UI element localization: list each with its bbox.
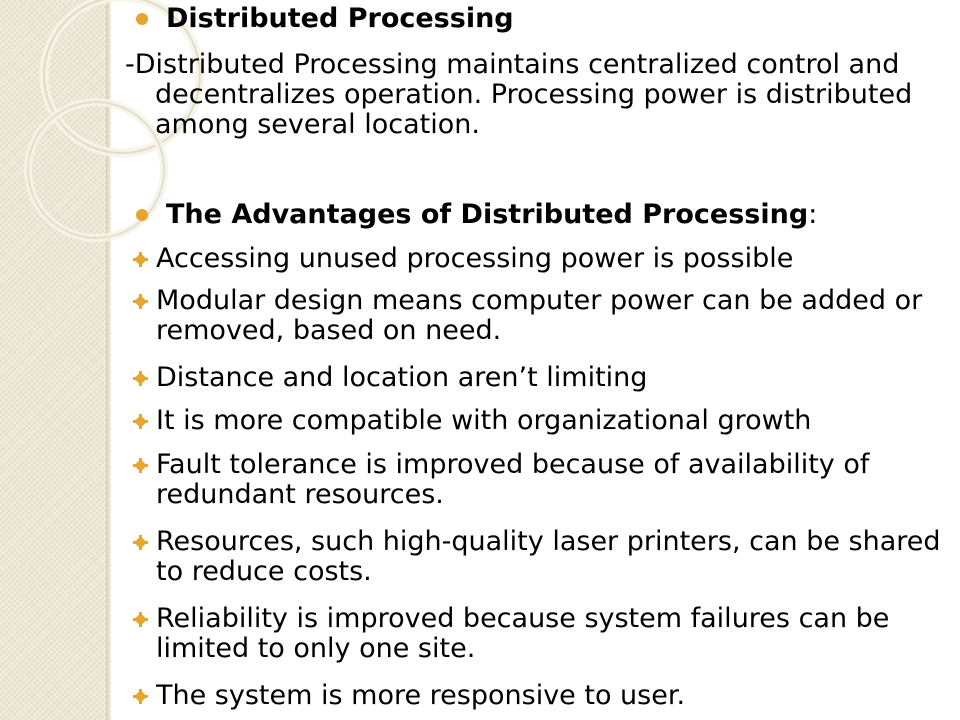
list-item: [128, 604, 948, 664]
bullet-dot-icon: [136, 209, 148, 221]
list-item-text: Fault tolerance is improved because of availability of redundant resources.: [156, 449, 870, 510]
list-item: [128, 527, 948, 587]
list-item: [128, 450, 948, 510]
list-item: [128, 406, 948, 436]
list-item: [128, 244, 948, 274]
list-item-text: Reliability is improved because system failures can be limited to only one site.: [156, 603, 890, 664]
list-item-text: Resources, such high-quality laser printers, can be shared to reduce costs.: [156, 526, 941, 587]
diamond-bullet-icon: [133, 414, 148, 429]
list-item-text: The system is more responsive to user.: [156, 680, 686, 711]
advantages-heading-wrap: [166, 200, 948, 230]
list-item-text: Accessing unused processing power is possible: [156, 243, 794, 274]
diamond-bullet-icon: [133, 689, 148, 704]
list-item-text: Distance and location aren’t limiting: [156, 362, 648, 393]
advantages-heading-colon: :: [808, 199, 818, 230]
diamond-bullet-icon: [133, 612, 148, 627]
diamond-bullet-icon: [133, 535, 148, 550]
list-item: [128, 286, 948, 346]
section-heading: Distributed Processing: [166, 3, 514, 34]
list-item: [128, 681, 948, 711]
list-item-text: Modular design means computer power can be added or removed, based on need.: [156, 285, 923, 346]
list-item-text: It is more compatible with organizational growth: [156, 405, 812, 436]
diamond-bullet-icon: [133, 371, 148, 386]
bullet-dot-icon: [136, 13, 148, 25]
advantages-heading: The Advantages of Distributed Processing: [166, 199, 809, 230]
diamond-bullet-icon: [133, 252, 148, 267]
diamond-bullet-icon: [133, 458, 148, 473]
section-heading-row: [128, 4, 948, 34]
diamond-bullet-icon: [133, 294, 148, 309]
list-item: [128, 363, 948, 393]
advantages-heading-row: [128, 200, 948, 230]
definition-paragraph: -Distributed Processing maintains centralized control and decentralizes operation. Processing power is distributed among several location.: [125, 49, 913, 140]
